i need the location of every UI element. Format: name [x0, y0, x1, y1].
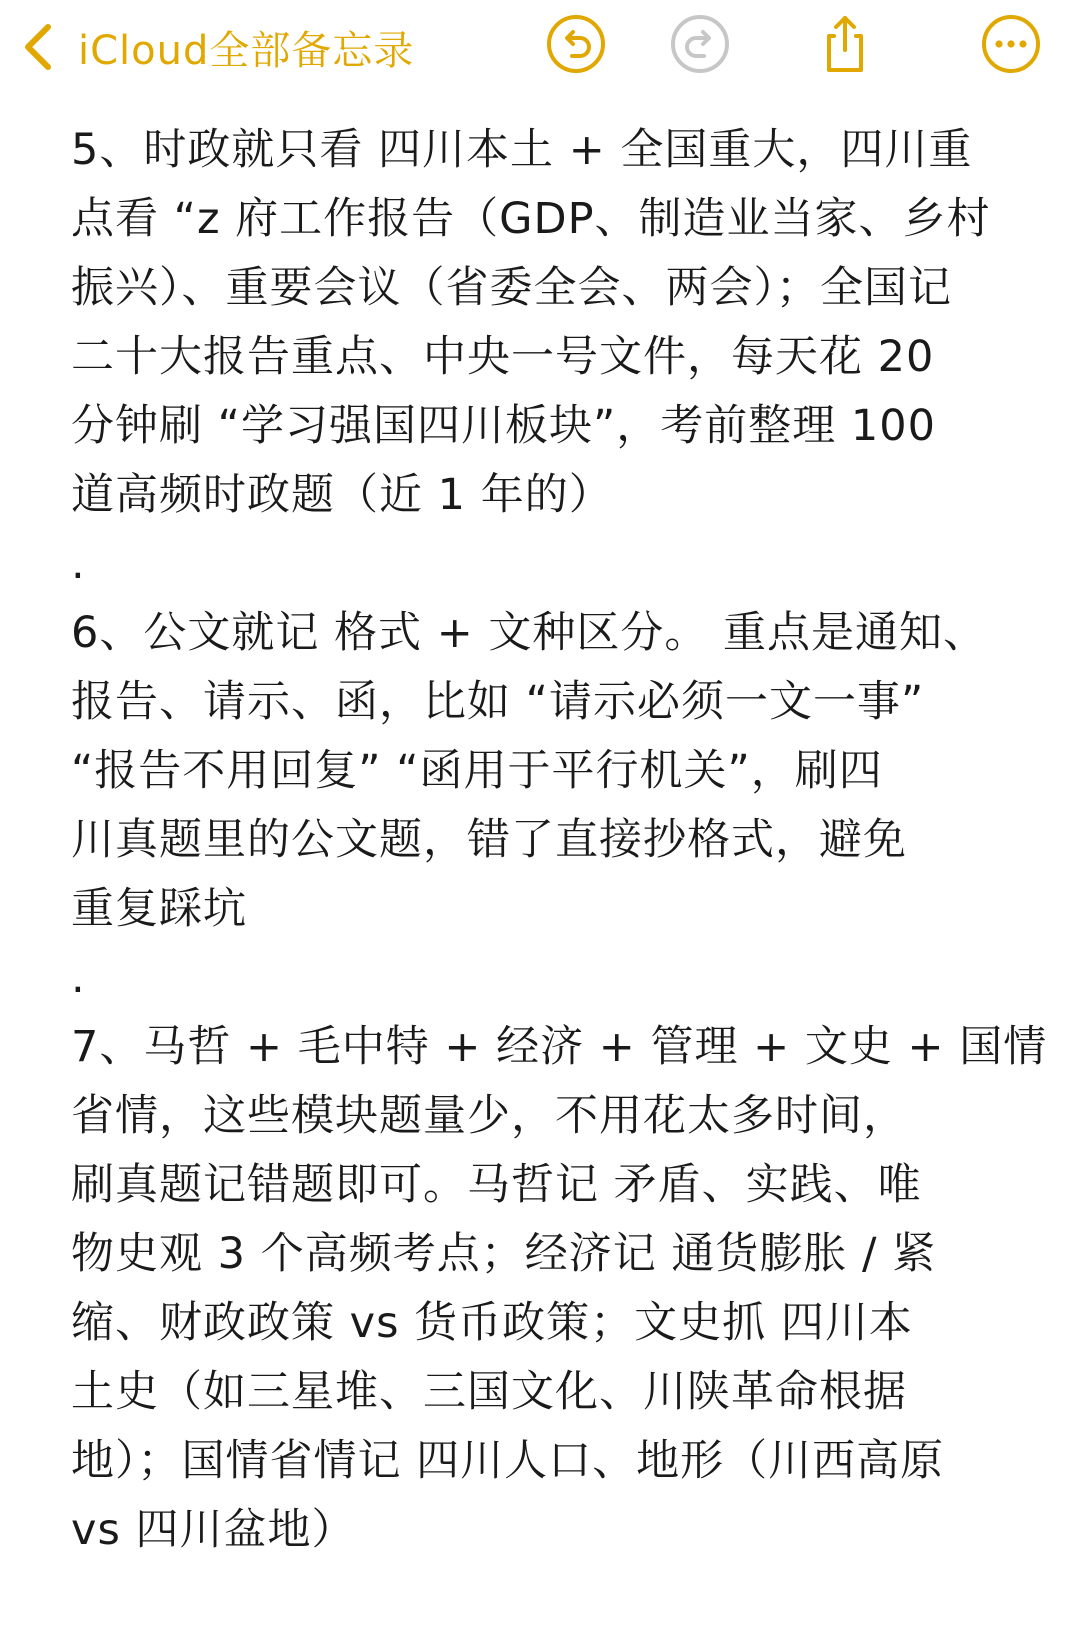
- note-line: 刷真题记错题即可。马哲记 矛盾、实践、唯: [71, 1160, 922, 1210]
- back-button[interactable]: [18, 14, 414, 80]
- redo-icon: [668, 12, 732, 76]
- note-line: 省情，这些模块题量少，不用花太多时间，: [71, 1091, 907, 1141]
- undo-button[interactable]: [544, 12, 608, 76]
- more-button[interactable]: [979, 12, 1043, 76]
- note-line: 土史（如三星堆、三国文化、川陕革命根据: [71, 1367, 907, 1417]
- note-line: 点看 “z 府工作报告（GDP、制造业当家、乡村: [71, 194, 991, 244]
- note-line: 5、时政就只看 四川本土 + 全国重大，四川重: [71, 125, 973, 175]
- note-separator: .: [71, 953, 86, 1003]
- note-separator: .: [71, 539, 86, 589]
- note-line: 振兴）、重要会议（省委全会、两会）；全国记: [71, 263, 952, 313]
- note-line: 道高频时政题（近 1 年的）: [71, 470, 613, 520]
- share-button[interactable]: [813, 12, 877, 76]
- note-line: 重复踩坑: [71, 884, 247, 934]
- note-line: 缩、财政政策 vs 货币政策；文史抓 四川本: [71, 1298, 913, 1348]
- note-line: 报告、请示、函，比如 “请示必须一文一事”: [71, 677, 925, 727]
- chevron-left-icon: [18, 21, 58, 73]
- navigation-bar: [0, 0, 1080, 92]
- note-line: 地）；国情省情记 四川人口、地形（川西高原: [71, 1436, 945, 1486]
- note-line: 川真题里的公文题，错了直接抄格式，避免: [71, 815, 907, 865]
- note-line: “报告不用回复” “函用于平行机关”，刷四: [71, 746, 883, 796]
- note-content[interactable]: [71, 116, 1048, 1565]
- note-line: 物史观 3 个高频考点；经济记 通货膨胀 / 紧: [71, 1229, 937, 1279]
- redo-button[interactable]: [668, 12, 732, 76]
- undo-icon: [544, 12, 608, 76]
- back-label: iCloud全部备忘录: [78, 27, 415, 74]
- more-icon: [979, 12, 1043, 76]
- note-line: 二十大报告重点、中央一号文件，每天花 20: [71, 332, 935, 382]
- note-line: 分钟刷 “学习强国四川板块”，考前整理 100: [71, 401, 936, 451]
- note-line: vs 四川盆地）: [71, 1505, 356, 1555]
- note-line: 6、公文就记 格式 + 文种区分。 重点是通知、: [71, 608, 988, 658]
- share-icon: [813, 12, 877, 76]
- note-line: 7、马哲 + 毛中特 + 经济 + 管理 + 文史 + 国情: [71, 1022, 1048, 1072]
